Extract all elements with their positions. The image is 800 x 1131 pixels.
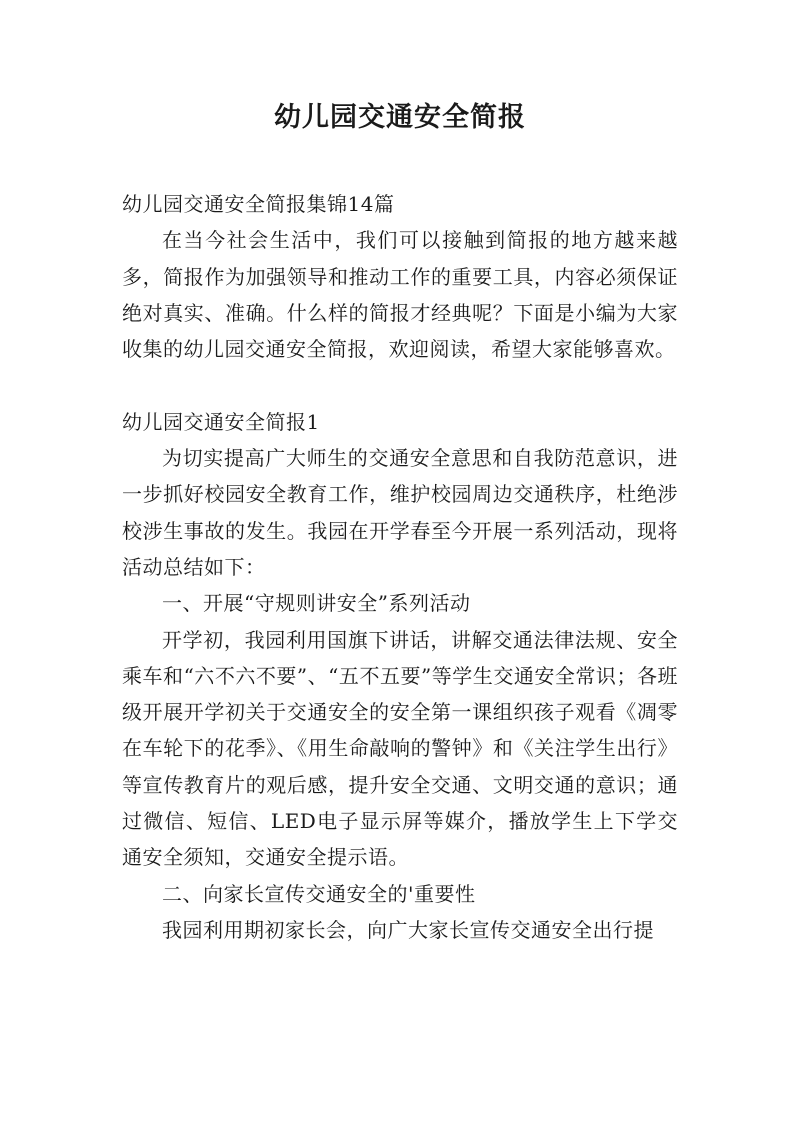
intro-paragraph: 在当今社会生活中，我们可以接触到简报的地方越来越多，简报作为加强领导和推动工作的重要工具，内容必须保证绝对真实、准确。什么样的简报才经典呢？下面是小编为大家收集的幼儿园交通安全简报，欢迎阅读，希望大家能够喜欢。 <box>122 228 678 362</box>
page-title: 幼儿园交通安全简报 <box>274 102 526 133</box>
body-paragraph-2: 开学初，我园利用国旗下讲话，讲解交通法律法规、安全乘车和“六不六不要”、“五不五要”等学生交通安全常识；各班级开展开学初关于交通安全的安全第一课组织孩子观看《凋零在车轮下的花季》、《用生命敲响的警钟》和《关注学生出行》等宣传教育片的观后感，提升安全交通、文明交通的意识；通过微信、短信、LED电子显示屏等媒介，播放学生上下学交通安全须知，交通安全提示语。 <box>122 627 678 870</box>
body-paragraph-1: 为切实提高广大师生的交通安全意思和自我防范意识，进一步抓好校园安全教育工作，维护校园周边交通秩序，杜绝涉校涉生事故的发生。我园在开学春至今开展一系列活动，现将活动总结如下： <box>122 446 678 579</box>
document-subtitle: 幼儿园交通安全简报集锦14篇 <box>122 192 395 216</box>
subheading-1: 一、开展“守规则讲安全”系列活动 <box>162 591 471 616</box>
body-paragraph-3: 我园利用期初家长会，向广大家长宣传交通安全出行提 <box>162 917 654 942</box>
paragraph-spacer <box>122 367 678 403</box>
subheading-2: 二、向家长宣传交通安全的'重要性 <box>162 881 476 906</box>
section-heading: 幼儿园交通安全简报1 <box>122 409 320 434</box>
document-body <box>122 186 678 948</box>
